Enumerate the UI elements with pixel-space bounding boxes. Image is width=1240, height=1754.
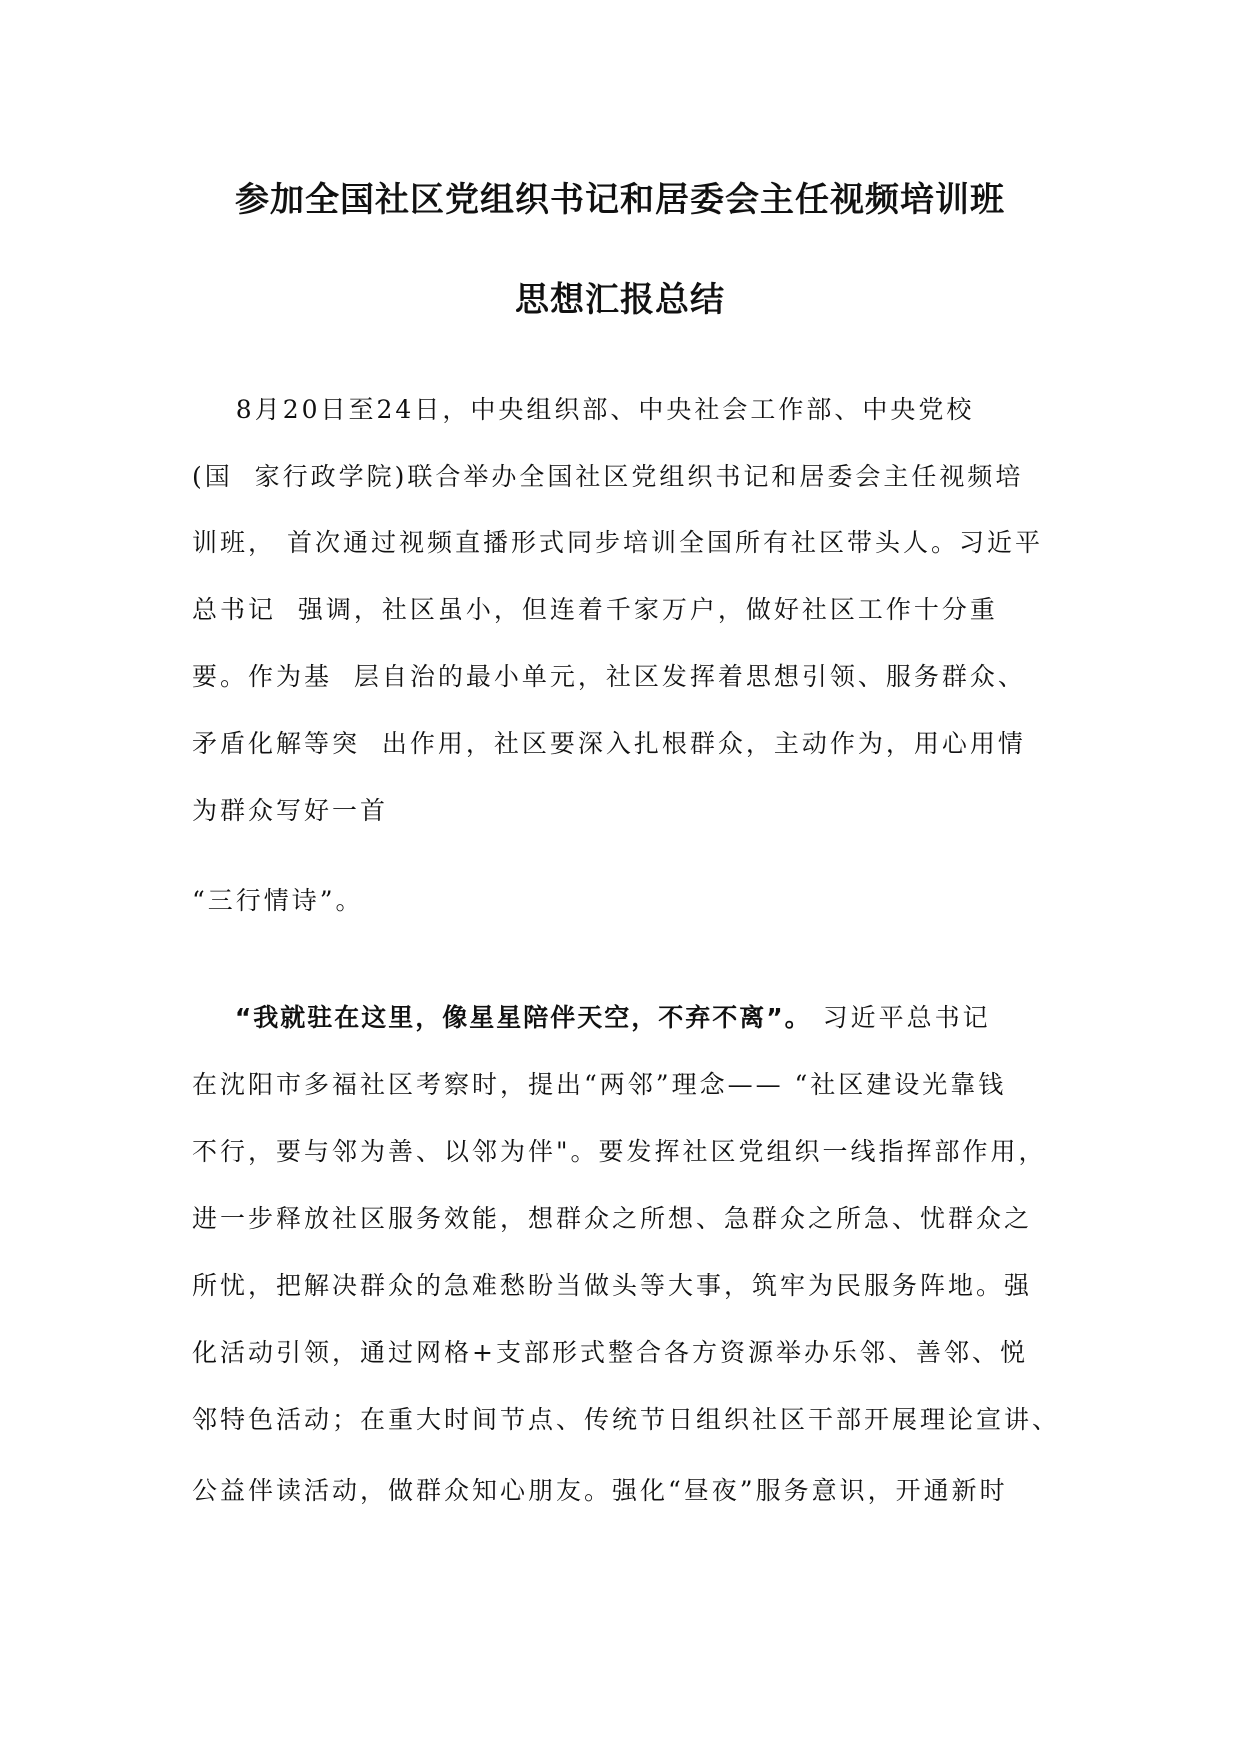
paragraph-2-line-5: 所忧，把解决群众的急难愁盼当做头等大事，筑牢为民服务阵地。强 xyxy=(192,1271,1033,1300)
document-title-line-1: 参加全国社区党组织书记和居委会主任视频培训班 xyxy=(235,180,1005,220)
paragraph-2-line-3: 不行，要与邻为善、以邻为伴"。要发挥社区党组织一线指挥部作用， xyxy=(192,1137,1047,1166)
paragraph-1-line-1: 8月20日至24日，中央组织部、中央社会工作部、中央党校 xyxy=(192,395,975,424)
paragraph-1-line-8: “三行情诗”。 xyxy=(192,886,364,915)
paragraph-1-line-5: 要。作为基 层自治的最小单元，社区发挥着思想引领、服务群众、 xyxy=(192,662,1026,691)
paragraph-1-line-7: 为群众写好一首 xyxy=(192,796,389,825)
paragraph-2-line-4: 进一步释放社区服务效能，想群众之所想、急群众之所急、忧群众之 xyxy=(192,1204,1033,1233)
paragraph-2-line-7: 邻特色活动；在重大时间节点、传统节日组织社区干部开展理论宣讲、 xyxy=(192,1405,1061,1434)
paragraph-1-line-2: (国 家行政学院)联合举办全国社区党组织书记和居委会主任视频培 xyxy=(192,462,1024,491)
paragraph-2-line-8: 公益伴读活动，做群众知心朋友。强化“昼夜”服务意识，开通新时 xyxy=(192,1476,1008,1505)
paragraph-2-lead-quote: “我就驻在这里，像星星陪伴天空，不弃不离”。 xyxy=(192,1003,812,1032)
paragraph-1-line-6: 矛盾化解等突 出作用，社区要深入扎根群众，主动作为，用心用情 xyxy=(192,729,1026,758)
paragraph-1-line-4: 总书记 强调，社区虽小，但连着千家万户，做好社区工作十分重 xyxy=(192,595,998,624)
paragraph-2-line-2: 在沈阳市多福社区考察时，提出“两邻”理念—— “社区建设光靠钱 xyxy=(192,1070,1007,1099)
paragraph-2-lead-rest: 习近平总书记 xyxy=(811,1003,991,1032)
paragraph-2-line-6: 化活动引领，通过网格+支部形式整合各方资源举办乐邻、善邻、悦 xyxy=(192,1338,1028,1367)
document-title-line-2: 思想汇报总结 xyxy=(515,280,725,320)
paragraph-1-line-3: 训班， 首次通过视频直播形式同步培训全国所有社区带头人。习近平 xyxy=(192,528,1043,557)
paragraph-2-line-1 xyxy=(192,1002,991,1034)
